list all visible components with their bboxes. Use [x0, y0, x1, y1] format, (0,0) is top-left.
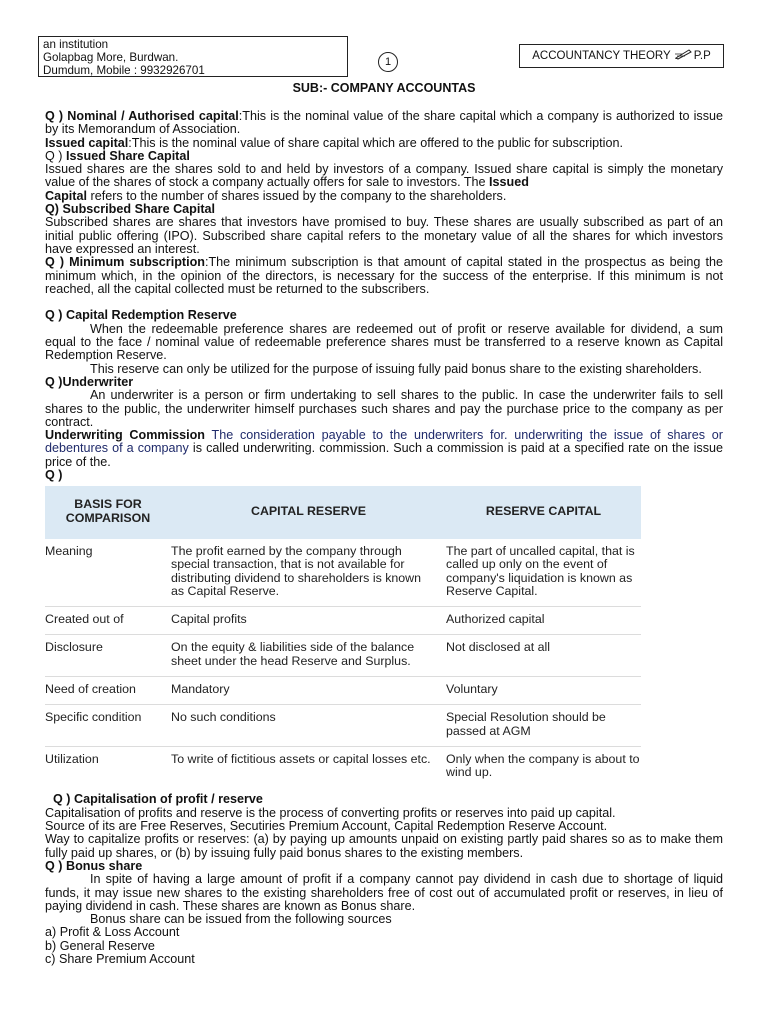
underwriting-commission-paragraph [45, 429, 723, 469]
underwriting-commission-text: is called underwriting. commission. Such a commission is paid at a specified rate on the issue price of the. [45, 441, 723, 469]
bonus-source-item: a) Profit & Loss Account [45, 925, 180, 940]
row-reserve-capital: The part of uncalled capital, that is called up only on the event of company's liquidation is known as Reserve Capital. [446, 539, 641, 607]
subscribed-text: Subscribed shares are shares that investors have promised to buy. These shares are usually subscribed as part of an initial public offering (IPO). Subscribed share capital refers to the monetary value of all the shares for which investors have expressed an interest. [45, 215, 723, 256]
page-title: SUB:- COMPANY ACCOUNTAS [292, 81, 476, 95]
subject-box-suffix: P.P [693, 50, 711, 62]
table-row [45, 676, 641, 704]
table-q-marker [45, 469, 723, 482]
issued-share-text-end: refers to the number of shares issued by the company to the shareholders. [87, 188, 507, 203]
underwriter-paragraph: An underwriter is a person or firm undertaking to sell shares to the public. In case the underwriter fails to sell shares to the public, the underwriter himself purchases such shares and pay the purchase price to the company as per contract. [45, 388, 723, 429]
capital-bold: Capital [45, 188, 87, 203]
bonus-source-item: b) General Reserve [45, 938, 155, 953]
bonus-paragraph: In spite of having a large amount of profit if a company cannot pay dividend in cash due to shortage of liquid funds, it may issue new shares to the existing shareholders free of cost out of accumulated profit or reserves, in lieu of paying dividend in cash. These shares are known as Bonus share. [45, 872, 723, 913]
row-basis: Meaning [45, 539, 171, 607]
q-marker: Q ) [45, 255, 70, 270]
issued-capital-text: :This is the nominal value of share capital which are offered to the public for subscription. [128, 135, 623, 150]
pencil-icon [674, 48, 694, 60]
header-basis: BASIS FOR COMPARISON [45, 486, 171, 539]
row-capital-reserve: Capital profits [171, 607, 446, 635]
row-basis: Utilization [45, 751, 99, 766]
bonus-sources-intro: Bonus share can be issued from the following sources [90, 912, 392, 927]
issued-capital-paragraph [45, 137, 723, 150]
row-reserve-capital: Voluntary [446, 676, 641, 704]
nominal-capital-heading: Nominal / Authorised capital [67, 109, 239, 123]
crr-heading [45, 309, 723, 322]
q-marker: Q ) [45, 148, 66, 163]
row-reserve-capital: Authorized capital [446, 607, 641, 635]
row-reserve-capital: Only when the company is about to wind up. [446, 751, 640, 780]
minimum-subscription-paragraph [45, 256, 723, 296]
minimum-subscription-text: :The minimum subscription is that amount of capital stated in the prospectus as being the minimum which, in the opinion of the directors, is necessary for the success of the enterprise. If this minimum is not reached, all the capital collected must be returned to the subscribers. [45, 255, 723, 296]
institution-line-3: Dumdum, Mobile : 9932926701 [43, 64, 205, 77]
subject-box [519, 44, 724, 68]
row-capital-reserve: Mandatory [171, 676, 446, 704]
bonus-title: Q ) Bonus share [45, 858, 143, 873]
table-row [45, 539, 641, 607]
issued-share-text-b [45, 190, 723, 203]
institution-box [38, 36, 348, 77]
table-row [45, 746, 641, 787]
row-reserve-capital: Special Resolution should be passed at AGM [446, 705, 641, 747]
document-body [45, 110, 723, 966]
row-capital-reserve: The profit earned by the company through special transaction, that is not available for distributing dividend to shareholders is known as Capital Reserve. [171, 539, 446, 607]
issued-share-text-a [45, 163, 723, 190]
row-basis: Disclosure [45, 635, 171, 677]
crr-paragraph-1: When the redeemable preference shares are redeemed out of profit or reserve available for dividend, a sum equal to the face / nominal value of redeemable preference shares must be transferred to a reserve known as Capital Redemption Reserve. [45, 321, 723, 363]
capitalisation-line-1: Capitalisation of profits and reserve is the process of converting profits or reserves into paid up capital. [45, 805, 616, 820]
row-capital-reserve: To write of fictitious assets or capital losses etc. [171, 751, 431, 766]
table-row [45, 607, 641, 635]
issued-share-text: Issued shares are the shares sold to and held by investors of a company. Issued share capital is simply the monetary value of the shares of stock a company actually offers for sale to investors. The [45, 162, 723, 190]
bonus-source-item: c) Share Premium Account [45, 952, 195, 967]
comparison-table [45, 486, 641, 787]
institution-line-2: Golapbag More, Burdwan. [43, 51, 179, 64]
table-q-label: Q ) [45, 468, 63, 483]
subscribed-title: Q) Subscribed Share Capital [45, 202, 216, 217]
underwriting-commission-heading: Underwriting Commission [45, 428, 205, 443]
table-row [45, 635, 641, 677]
subject-box-label: ACCOUNTANCY THEORY [532, 50, 671, 62]
crr-title: Q ) Capital Redemption Reserve [45, 308, 237, 323]
nominal-capital-text: :This is the nominal value of the share capital which a company is authorized to issue by its Memorandum of Association. [45, 109, 723, 137]
header-reserve-capital: RESERVE CAPITAL [446, 486, 641, 539]
crr-paragraph-2: This reserve can only be utilized for the purpose of issuing fully paid bonus share to the existing shareholders. [90, 361, 702, 376]
row-basis: Need of creation [45, 676, 171, 704]
issued-share-title: Issued Share Capital [66, 148, 190, 163]
row-basis: Created out of [45, 607, 171, 635]
capitalisation-heading [45, 793, 723, 806]
nominal-capital-paragraph [45, 110, 723, 137]
capitalisation-line-2: Source of its are Free Reserves, Secutiries Premium Account, Capital Redemption Reserve Account. [45, 819, 608, 834]
capitalisation-title: Q ) Capitalisation of profit / reserve [53, 792, 263, 807]
header-capital-reserve: CAPITAL RESERVE [171, 486, 446, 539]
underwriter-title: Q )Underwriter [45, 374, 134, 389]
table-header-row [45, 486, 641, 539]
row-capital-reserve: No such conditions [171, 705, 446, 747]
row-capital-reserve: On the equity & liabilities side of the balance sheet under the head Reserve and Surplus. [171, 635, 446, 677]
row-basis: Specific condition [45, 705, 171, 747]
underwriter-heading [45, 376, 723, 389]
subscribed-heading [45, 203, 723, 216]
page-number: 1 [378, 52, 398, 72]
table-row [45, 705, 641, 747]
bonus-heading [45, 860, 723, 873]
q-marker: Q ) [45, 109, 68, 123]
issued-capital-heading: Issued capital [45, 135, 129, 150]
underwriting-commission-link[interactable]: The consideration payable to the underwriters for. underwriting the issue of shares or debentures of a company [45, 428, 724, 456]
minimum-subscription-heading: Minimum subscription [69, 255, 205, 270]
issued-bold: Issued [489, 175, 529, 190]
issued-share-heading [45, 150, 723, 163]
row-reserve-capital: Not disclosed at all [446, 635, 641, 677]
capitalisation-line-3: Way to capitalize profits or reserves: (a) by paying up amounts unpaid on existing partly paid shares so as to make them fully paid up shares, or (b) by issuing fully paid bonus shares to the existing members. [45, 832, 723, 860]
institution-line-1: an institution [43, 38, 109, 51]
